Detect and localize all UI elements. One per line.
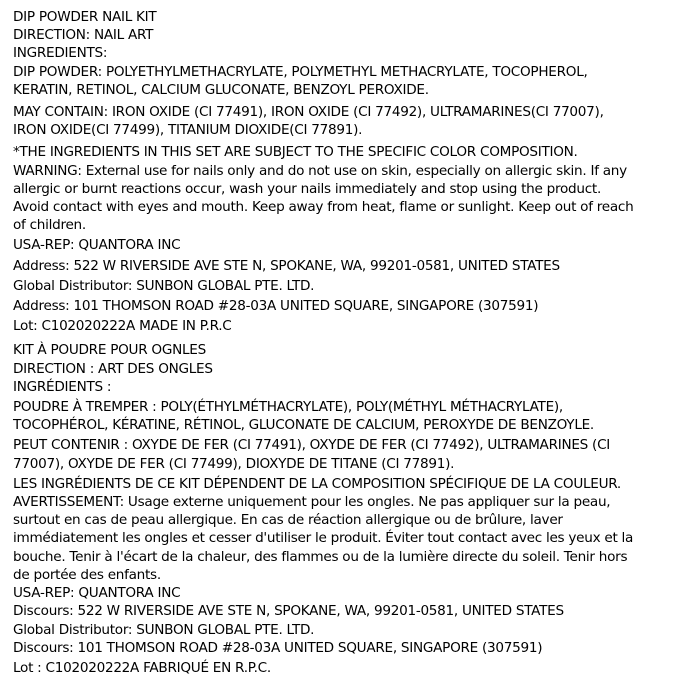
direction-line: DIRECTION: NAIL ART (13, 27, 154, 44)
global-distributor: Global Distributor: SUNBON GLOBAL PTE. LTD. (13, 277, 315, 294)
may-contain-ingredients-fr (13, 436, 677, 472)
warning-line-fr: AVERTISSEMENT: Usage externe uniquement pour les ongles. Ne pas appliquer sur la peau, (13, 494, 611, 511)
ingredients-note: *THE INGREDIENTS IN THIS SET ARE SUBJECT TO THE SPECIFIC COLOR COMPOSITION. (13, 144, 578, 161)
product-title-fr: KIT À POUDRE POUR OGNLES (13, 342, 206, 359)
warning-line-fr: de portée des enfants. (13, 566, 161, 583)
french-section (13, 341, 677, 677)
sg-address: Address: 101 THOMSON ROAD #28-03A UNITED SQUARE, SINGAPORE (307591) (13, 298, 539, 315)
warning-text-fr (13, 493, 677, 584)
ingredients-heading-fr: INGRÉDIENTS : (13, 378, 112, 395)
warning-line: WARNING: External use for nails only and do not use on skin, especially on allergic skin. If any (13, 162, 627, 179)
direction-line-fr: DIRECTION : ART DES ONGLES (13, 360, 213, 377)
us-address: Address: 522 W RIVERSIDE AVE STE N, SPOKANE, WA, 99201-0581, UNITED STATES (13, 257, 560, 274)
warning-line-fr: surtout en cas de peau allergique. En cas de réaction allergique ou de brûlure, laver (13, 512, 563, 529)
dip-powder-ingredients-fr (13, 398, 677, 434)
may-contain-line: IRON OXIDE(CI 77499), TITANIUM DIOXIDE(CI 77891). (13, 122, 363, 139)
warning-line: Avoid contact with eyes and mouth. Keep away from heat, flame or sunlight. Keep out of reach (13, 199, 634, 216)
ingredients-note-fr: LES INGRÉDIENTS DE CE KIT DÉPENDENT DE LA COMPOSITION SPÉCIFIQUE DE LA COULEUR. (13, 475, 621, 492)
warning-line-fr: immédiatement les ongles et cesser d'utiliser le produit. Éviter tout contact avec les yeux et la (13, 530, 634, 547)
warning-text (13, 162, 677, 235)
global-distributor-fr: Global Distributor: SUNBON GLOBAL PTE. LTD. (13, 621, 315, 638)
may-contain-line-fr: PEUT CONTENIR : OXYDE DE FER (CI 77491), OXYDE DE FER (CI 77492), ULTRAMARINES (CI (13, 437, 611, 454)
lot-number-fr: Lot : C102020222A FABRIQUÉ EN R.P.C. (13, 659, 271, 676)
may-contain-ingredients (13, 103, 677, 139)
may-contain-line: MAY CONTAIN: IRON OXIDE (CI 77491), IRON OXIDE (CI 77492), ULTRAMARINES(CI 77007), (13, 104, 604, 121)
dip-powder-line: DIP POWDER: POLYETHYLMETHACRYLATE, POLYMETHYL METHACRYLATE, TOCOPHEROL, (13, 63, 588, 80)
dip-powder-line-fr: POUDRE À TREMPER : POLY(ÉTHYLMÉTHACRYLATE), POLY(MÉTHYL MÉTHACRYLATE), (13, 399, 563, 416)
us-address-fr: Discours: 522 W RIVERSIDE AVE STE N, SPOKANE, WA, 99201-0581, UNITED STATES (13, 603, 564, 620)
usa-rep: USA-REP: QUANTORA INC (13, 237, 181, 254)
dip-powder-ingredients (13, 63, 677, 99)
english-section (13, 8, 677, 335)
warning-line: of children. (13, 217, 86, 234)
may-contain-line-fr: 77007), OXYDE DE FER (CI 77499), DIOXYDE DE TITANE (CI 77891). (13, 455, 455, 472)
dip-powder-line: KERATIN, RETINOL, CALCIUM GLUCONATE, BENZOYL PEROXIDE. (13, 81, 429, 98)
lot-number: Lot: C102020222A MADE IN P.R.C (13, 318, 232, 335)
product-label (13, 8, 677, 677)
warning-line-fr: bouche. Tenir à l'écart de la chaleur, des flammes ou de la lumière directe du soleil. Tenir hors (13, 548, 628, 565)
sg-address-fr: Discours: 101 THOMSON ROAD #28-03A UNITED SQUARE, SINGAPORE (307591) (13, 639, 543, 656)
dip-powder-line-fr: TOCOPHÉROL, KÉRATINE, RÉTINOL, GLUCONATE DE CALCIUM, PEROXYDE DE BENZOYLE. (13, 417, 594, 434)
warning-line: allergic or burnt reactions occur, wash your nails immediately and stop using the product. (13, 180, 601, 197)
ingredients-heading: INGREDIENTS: (13, 45, 108, 62)
usa-rep-fr: USA-REP: QUANTORA INC (13, 585, 181, 602)
product-title: DIP POWDER NAIL KIT (13, 9, 157, 25)
